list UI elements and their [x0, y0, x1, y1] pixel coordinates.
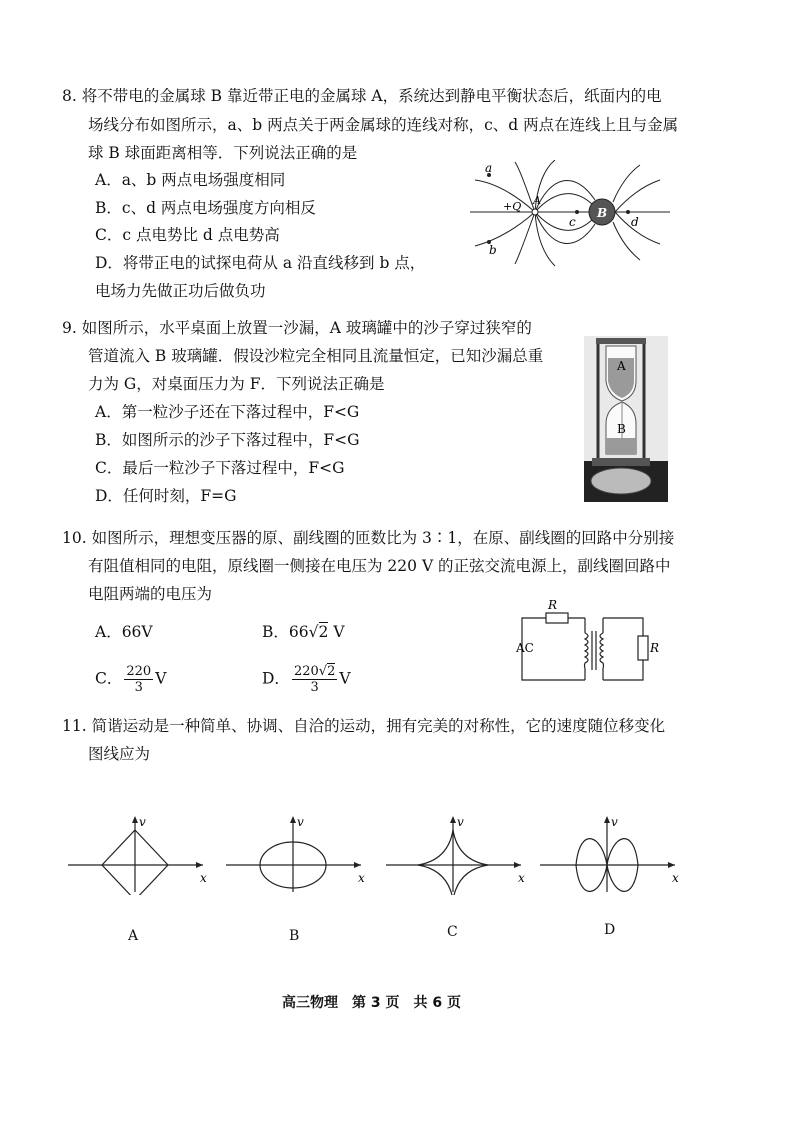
q10-label-r-secondary: R [650, 641, 660, 655]
q10-option-a: A．66V [95, 623, 153, 641]
q11-graph-b [226, 810, 376, 895]
q8-field-line-figure [465, 160, 675, 270]
q8-option-c: C．c 点电势比 d 点电势高 [95, 226, 280, 244]
q11-graph-b-label: B [289, 928, 300, 944]
q10-label-r-primary: R [548, 598, 558, 612]
q9-option-b: B．如图所示的沙子下落过程中，F<G [95, 431, 360, 449]
sqrt-icon: √ [308, 623, 319, 641]
q8-stem-line1: 8. 将不带电的金属球 B 靠近带正电的金属球 A，系统达到静电平衡状态后，纸面内的电 [62, 87, 662, 105]
resistor-primary-icon [546, 613, 568, 623]
q9-label-jar-b: B [617, 422, 626, 436]
q11-graph-c [386, 810, 536, 895]
q8-label-sphere-b: B [597, 206, 608, 220]
q10-stem-line1: 10. 如图所示，理想变压器的原、副线圈的匝数比为 3∶1，在原、副线圈的回路中分别接 [62, 529, 675, 547]
svg-text:x: x [200, 871, 207, 885]
q8-option-a: A．a、b 两点电场强度相同 [95, 171, 286, 189]
q10-stem-line3: 电阻两端的电压为 [88, 585, 213, 603]
q9-stem-line2: 管道流入 B 玻璃罐．假设沙粒完全相同且流量恒定，已知沙漏总重 [88, 347, 544, 365]
q10-stem-line2: 有阻值相同的电阻，原线圈一侧接在电压为 220 V 的正弦交流电源上，副线圈回路中 [88, 557, 671, 575]
q11-graph-c-label: C [447, 924, 458, 940]
q9-stem-line1: 9. 如图所示，水平桌面上放置一沙漏，A 玻璃罐中的沙子穿过狭窄的 [62, 319, 532, 337]
page-footer: 高三物理 第 3 页 共 6 页 [282, 995, 461, 1011]
q11-graph-a [68, 810, 218, 895]
svg-text:v: v [297, 815, 304, 829]
q11-graph-a-label: A [128, 928, 139, 944]
q10-option-d: D． $\frac{220√2}{3}$ V [262, 664, 351, 695]
q8-stem-line3: 球 B 球面距离相等．下列说法正确的是 [88, 144, 358, 162]
svg-text:v: v [139, 815, 146, 829]
q8-label-b: b [489, 243, 497, 257]
svg-text:x: x [672, 871, 679, 885]
q11-graph-d-label: D [604, 922, 616, 938]
q10-option-c: C． $\frac{220}{3}$ V [95, 664, 167, 695]
svg-text:v: v [457, 815, 464, 829]
resistor-secondary-icon [638, 636, 648, 660]
q9-option-a: A．第一粒沙子还在下落过程中，F<G [95, 403, 360, 421]
q8-label-a: a [485, 161, 493, 175]
q10-label-ac: AC [516, 641, 534, 655]
q8-option-b: B．c、d 两点电场强度方向相反 [95, 199, 316, 217]
q9-option-d: D．任何时刻，F=G [95, 487, 237, 505]
q8-option-d-line1: D．将带正电的试探电荷从 a 沿直线移到 b 点， [95, 254, 426, 272]
svg-text:v: v [611, 815, 618, 829]
q11-stem-line1: 11. 简谐运动是一种简单、协调、自洽的运动，拥有完美的对称性，它的速度随位移变化 [62, 717, 666, 735]
q9-option-c: C．最后一粒沙子下落过程中，F<G [95, 459, 345, 477]
q11-stem-line2: 图线应为 [88, 745, 151, 763]
sqrt-icon: √ [318, 664, 328, 679]
q8-option-d-line2: 电场力先做正功后做负功 [95, 282, 266, 300]
q10-transformer-circuit [510, 598, 670, 688]
q10-option-b: B．66√2 V [262, 623, 345, 641]
svg-text:x: x [358, 871, 365, 885]
q8-stem-line2: 场线分布如图所示，a、b 两点关于两金属球的连线对称，c、d 两点在连线上且与金属 [88, 116, 679, 134]
q9-stem-line3: 力为 G，对桌面压力为 F．下列说法正确是 [88, 375, 385, 393]
q8-label-c: c [569, 215, 576, 229]
q9-hourglass-photo [584, 336, 668, 502]
q8-label-d: d [631, 215, 639, 229]
q9-label-jar-a: A [617, 359, 626, 373]
sphere-a-icon [532, 209, 538, 215]
q11-graph-d [540, 810, 690, 895]
svg-text:x: x [518, 871, 525, 885]
q8-label-sphere-a: A [533, 194, 541, 207]
q8-label-charge: +Q [503, 200, 522, 213]
